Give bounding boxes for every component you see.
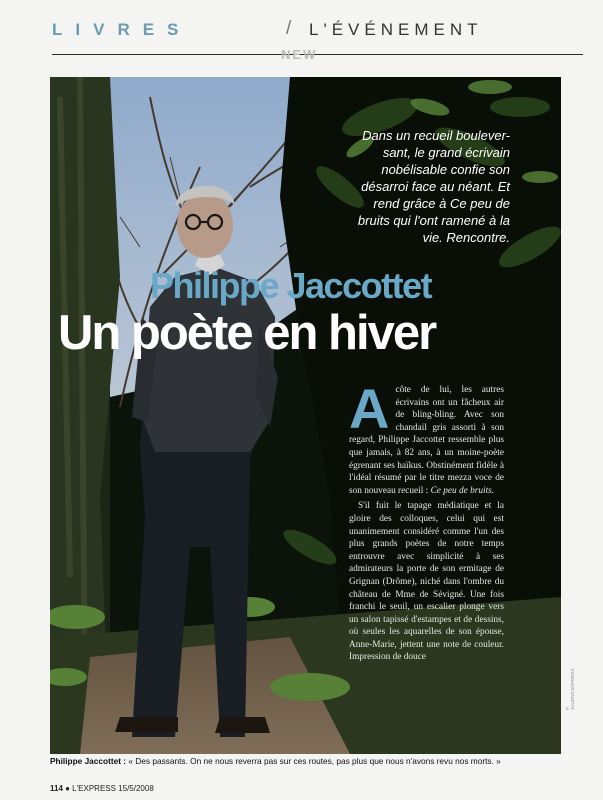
drop-cap: A <box>349 377 390 440</box>
article-body <box>349 377 504 667</box>
paragraph-1 <box>349 377 504 497</box>
subsection-label: L'ÉVÉNEMENT <box>309 20 483 39</box>
section-separator: / <box>286 18 292 39</box>
article-deck: Dans un recueil boulever-sant, le grand écrivain nobélisable confie son désarroi face au néant. Et rend grâce à Ce peu de bruits qui l'ont ramené à la vie. Rencontre. <box>357 128 510 245</box>
section-header <box>52 14 583 55</box>
show-through-text: NEW <box>281 47 318 62</box>
caption-quote: « Des passants. On ne nous reverra pas sur ces routes, pas plus que nous n'avons revu nos morts. » <box>126 756 501 766</box>
article-headline: Un poète en hiver <box>58 306 436 360</box>
caption-name: Philippe Jaccottet : <box>50 756 127 766</box>
photo-caption <box>50 756 570 766</box>
photo-credit: P. JULIEN/L'EXPRESS <box>565 668 575 710</box>
paragraph-2: S'il fuit le tapage médiatique et la gloire des colloques, celui qui est unanimement considéré comme l'un des plus grands poètes de notre temps entrouvre avec simplicité à ses admirateurs la porte de son ermitage de Grignan (Drôme), niché dans l'ombre du château de Mme de Sévigné. Une fois franchi le seuil, un escalier plonge vers un salon tapissé d'estampes et de dessins, où seules les aquarelles de son épouse, Anne-Marie, jettent une note de couleur. Impression de douce <box>349 501 504 663</box>
page-number: 114 <box>50 784 63 793</box>
article-subject-name: Philippe Jaccottet <box>150 265 432 306</box>
section-label: LIVRES <box>52 20 192 39</box>
book-title: Ce peu de bruits. <box>430 485 495 496</box>
paragraph-1-text: côte de lui, les autres écrivains ont un fâcheux air de bling-bling. Avec son chandail gris assorti à son regard, Philippe Jaccottet ressemble plus que jamais, à 82 ans, à un moine-poète égrenant ses haïkus. Obstinément fidèle à l'idéal résumé par le titre mezza voce de son nouveau recueil : <box>349 385 504 496</box>
page-footer <box>50 784 154 793</box>
magazine-issue: ● L'EXPRESS 15/5/2008 <box>62 784 154 793</box>
